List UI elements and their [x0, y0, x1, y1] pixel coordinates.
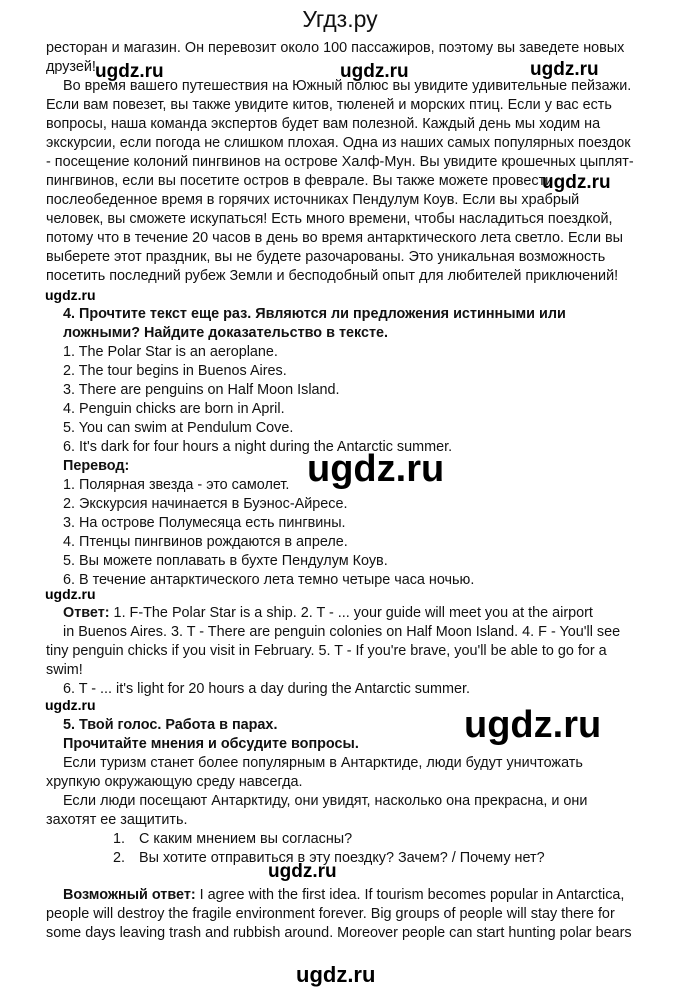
text-line: пингвинов, если вы посетите остров в феврале. Вы также можете провести [46, 173, 554, 189]
text-line: Во время вашего путешествия на Южный полюс вы увидите удивительные пейзажи. [63, 78, 632, 94]
possible-answer-label: Возможный ответ: [63, 887, 196, 903]
text-line: выберете этот праздник, вы не будете разочарованы. Это уникальная возможность [46, 249, 606, 265]
answer-label: Ответ: [63, 605, 110, 621]
watermark: ugdz.ru [530, 59, 599, 80]
watermark: ugdz.ru [268, 861, 337, 882]
possible-answer-line: people will destroy the fragile environment forever. Big groups of people will stay there for [46, 906, 615, 922]
watermark: ugdz.ru [542, 172, 611, 193]
answer-line: 6. T - ... it's light for 20 hours a day during the Antarctic summer. [63, 681, 470, 697]
task4-title: 4. Прочтите текст еще раз. Являются ли предложения истинными или [63, 306, 566, 322]
task5-title: 5. Твой голос. Работа в парах. [63, 717, 278, 733]
text-line: ресторан и магазин. Он перевозит около 100 пассажиров, поэтому вы заведете новых [46, 40, 625, 56]
translation-item: 6. В течение антарктического лета темно четыре часа ночью. [63, 572, 475, 588]
translation-item: 1. Полярная звезда - это самолет. [63, 477, 290, 493]
task4-title: ложными? Найдите доказательство в тексте. [63, 325, 389, 341]
text-line: друзей! [46, 59, 96, 75]
translation-item: 5. Вы можете поплавать в бухте Пендулум Коув. [63, 553, 388, 569]
answer-line: swim! [46, 662, 83, 678]
possible-answer-line: some days leaving trash and rubbish around. Moreover people can start hunting polar bears [46, 925, 632, 941]
statement-item: 6. It's dark for four hours a night during the Antarctic summer. [63, 439, 453, 455]
watermark: ugdz.ru [45, 586, 96, 602]
watermark: ugdz.ru [296, 962, 376, 987]
possible-answer-line [63, 886, 624, 905]
opinion-line: Если туризм станет более популярным в Антарктиде, люди будут уничтожать [63, 755, 583, 771]
watermark: ugdz.ru [45, 287, 96, 303]
text-line: посетить последний рубеж Земли и бесподобный опыт для любителей приключений! [46, 268, 619, 284]
answer-line [63, 604, 593, 623]
watermark: ugdz.ru [307, 448, 445, 490]
answer-line: tiny penguin chicks if you visit in February. 5. T - If you're brave, you'll be able to go for a [46, 643, 607, 659]
statement-item: 3. There are penguins on Half Moon Island. [63, 382, 340, 398]
question-item: С каким мнением вы согласны? [139, 831, 353, 847]
opinion-line: Если люди посещают Антарктиду, они увидят, насколько она прекрасна, и они [63, 793, 588, 809]
text-line: человек, вы сможете искупаться! Есть много времени, чтобы насладиться поездкой, [46, 211, 613, 227]
answer-text: 1. F-The Polar Star is a ship. 2. T - ... your guide will meet you at the airport [109, 605, 593, 621]
watermark: ugdz.ru [95, 61, 164, 82]
watermark: ugdz.ru [464, 704, 602, 746]
watermark: ugdz.ru [340, 61, 409, 82]
site-title: Угдз.ру [302, 6, 378, 32]
question-number: 1. [113, 831, 126, 847]
text-line: послеобеденное время в горячих источниках Пендулум Коув. Если вы храбрый [46, 192, 580, 208]
text-line: вопросы, наша команда экспертов будет вам полезной. Каждый день мы ходим на [46, 116, 601, 132]
translation-label: Перевод: [63, 458, 130, 474]
statement-item: 5. You can swim at Pendulum Cove. [63, 420, 294, 436]
question-item: Вы хотите отправиться в эту поездку? Зачем? / Почему нет? [139, 850, 545, 866]
text-line: - посещение колоний пингвинов на острове Халф-Мун. Вы увидите крошечных цыплят- [46, 154, 634, 170]
statement-item: 1. The Polar Star is an aeroplane. [63, 344, 278, 360]
text-line: Если вам повезет, вы также увидите китов, тюленей и морских птиц. Если у вас есть [46, 97, 612, 113]
opinion-line: захотят ее защитить. [46, 812, 188, 828]
text-line: экскурсии, если погода не слишком плохая. Одна из наших самых популярных поездок [46, 135, 631, 151]
translation-item: 3. На острове Полумесяца есть пингвины. [63, 515, 346, 531]
question-number: 2. [113, 850, 126, 866]
opinion-line: хрупкую окружающую среду навсегда. [46, 774, 303, 790]
watermark: ugdz.ru [45, 697, 96, 713]
task5-subtitle: Прочитайте мнения и обсудите вопросы. [63, 736, 359, 752]
statement-item: 2. The tour begins in Buenos Aires. [63, 363, 287, 379]
translation-item: 2. Экскурсия начинается в Буэнос-Айресе. [63, 496, 348, 512]
translation-item: 4. Птенцы пингвинов рождаются в апреле. [63, 534, 348, 550]
answer-line: in Buenos Aires. 3. T - There are penguin colonies on Half Moon Island. 4. F - You'll see [63, 624, 621, 640]
statement-item: 4. Penguin chicks are born in April. [63, 401, 285, 417]
text-line: потому что в течение 20 часов в день во время антарктического лета светло. Если вы [46, 230, 624, 246]
possible-answer-text: I agree with the first idea. If tourism becomes popular in Antarctica, [195, 887, 625, 903]
